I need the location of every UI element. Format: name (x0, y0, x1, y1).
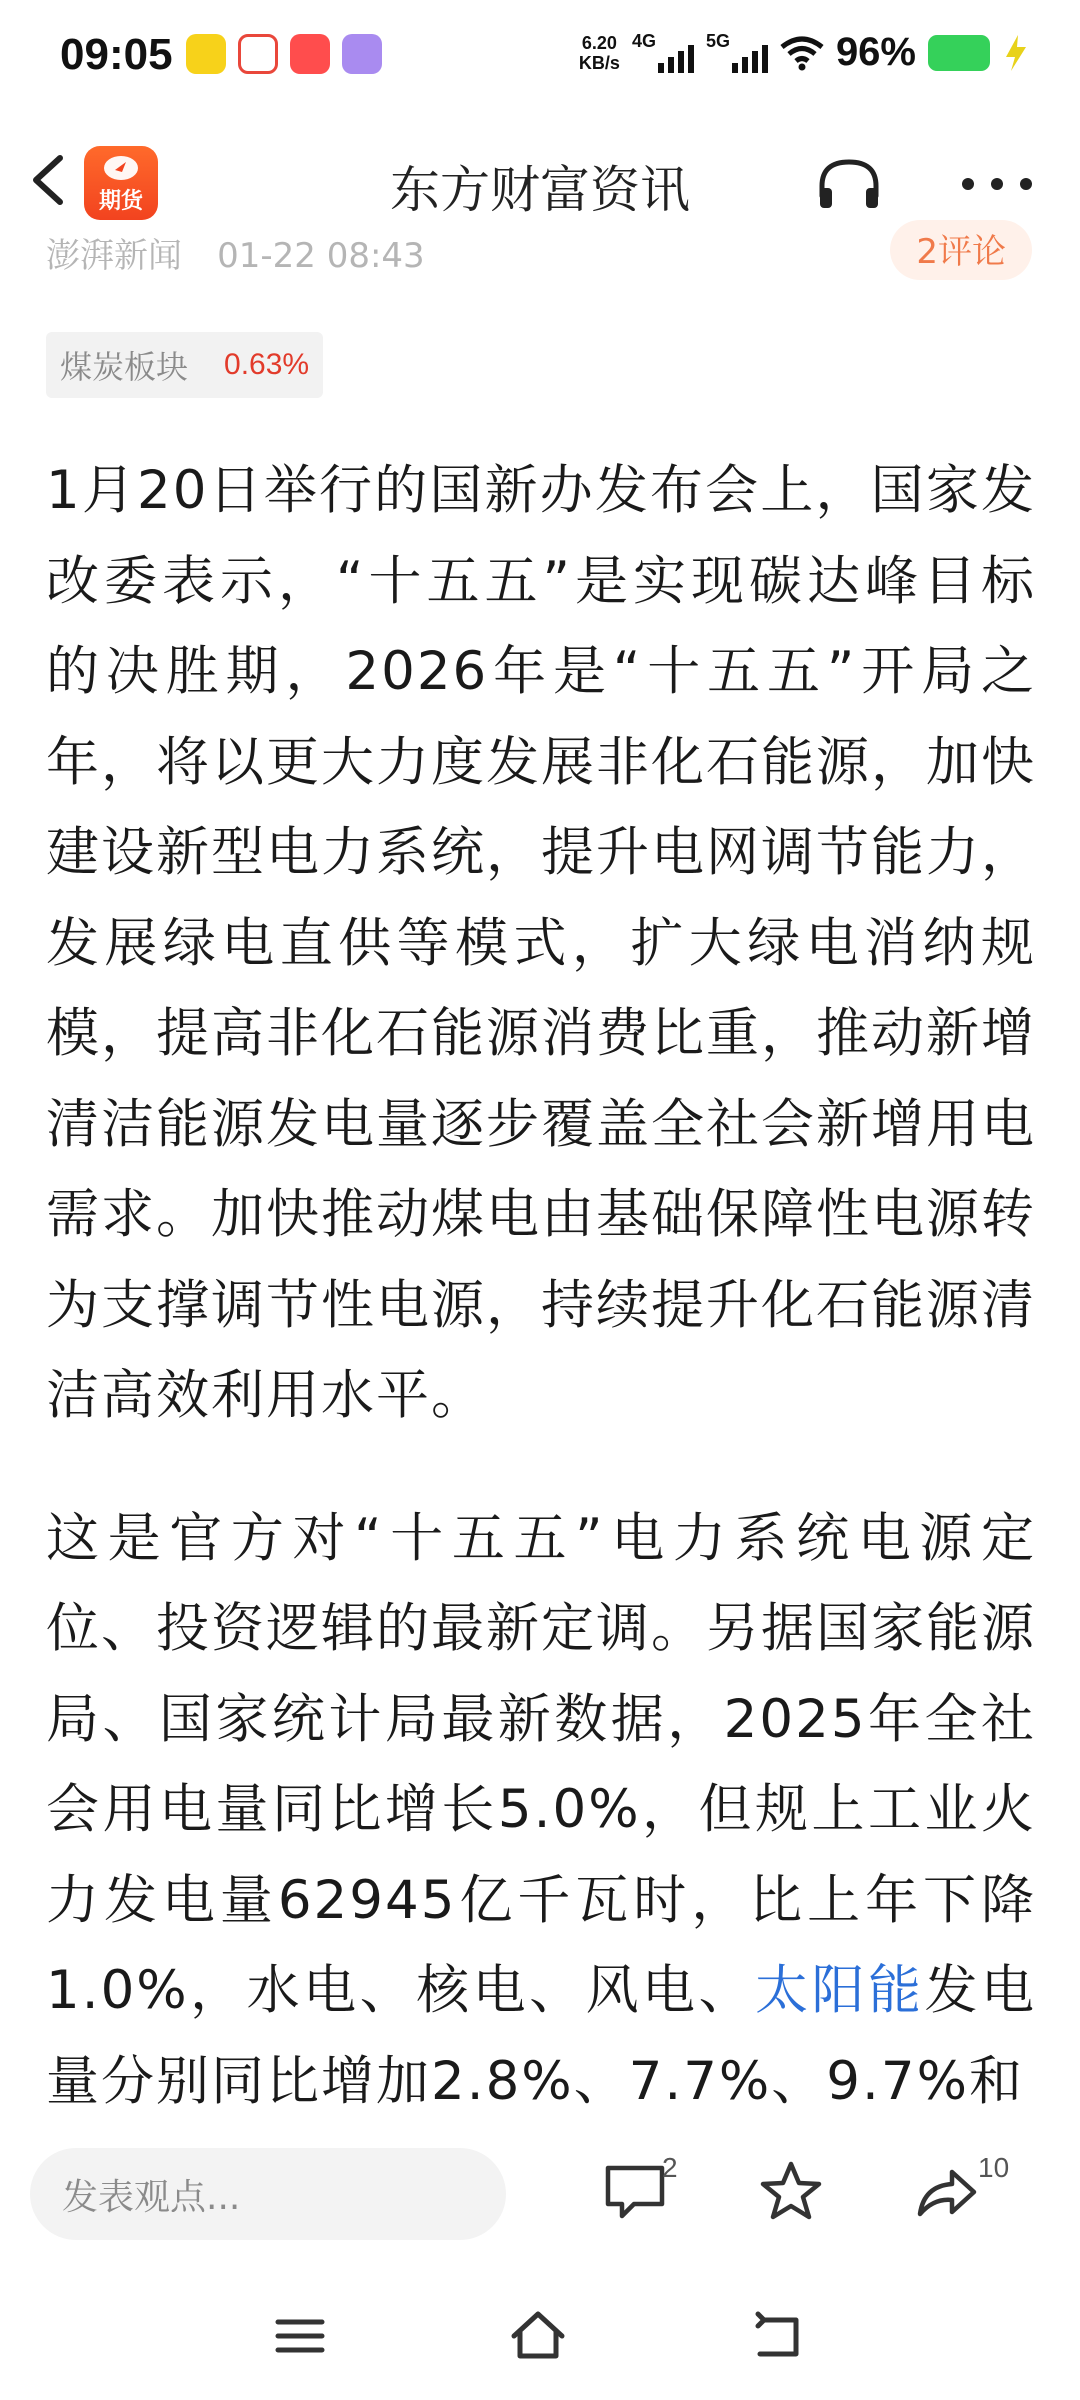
share-arrow-icon[interactable] (912, 2156, 982, 2226)
share-count: 10 (978, 2152, 1010, 2183)
status-time: 09:05 (60, 30, 173, 79)
return-icon[interactable] (750, 2306, 810, 2366)
wifi-icon (780, 35, 824, 71)
network-speed (579, 33, 620, 73)
article-paragraph: 1月20日举行的国新办发布会上，国家发改委表示，“十五五”是实现碳达峰目标的决胜期，2026年是“十五五”开局之年，将以更大力度发展非化石能源，加快建设新型电力系统，提升电网调节能力，发展绿电直供等模式，扩大绿电消纳规模，提高非化石能源消费比重，推动新增清洁能源发电量逐步覆盖全社会新增用电需求。加快推动煤电由基础保障性电源转为支撑调节性电源，持续提升化石能源清洁高效利用水平。 (46, 460, 1036, 1426)
network-type-label: 4G (631, 30, 656, 51)
paragraph-text: 这是官方对“十五五”电力系统电源定位、投资逻辑的最新定调。另据国家能源局、国家统计局最新数据，2025年全社会用电量同比增长5.0%，但规上工业火力发电量62945亿千瓦时，比上年下降1.0%，水电、核电、风电、 (46, 1507, 1036, 2021)
status-indicators (579, 30, 1030, 75)
signal-4g-icon (631, 30, 694, 73)
logo-text: 期货 (98, 189, 143, 214)
comment-count: 2 (662, 2152, 678, 2183)
keyword-link[interactable]: 太阳能 (755, 1960, 925, 2021)
notification-app-icon (342, 34, 382, 74)
battery-icon (928, 35, 990, 71)
comments-count-button[interactable]: 2评论 (890, 220, 1032, 280)
headphones-icon[interactable] (816, 154, 882, 214)
network-speed-unit: KB/s (578, 52, 620, 73)
signal-5g-icon (705, 30, 768, 73)
article-date: 01-22 08:43 (217, 236, 425, 276)
sector-tag[interactable] (46, 332, 323, 398)
article-source: 澎湃新闻 (46, 236, 182, 276)
bottom-action-bar (0, 2116, 1080, 2276)
article-paragraph (46, 1494, 1036, 2128)
network-speed-value: 6.20 (581, 32, 617, 53)
article-body (46, 446, 1036, 2127)
network-type-label: 5G (705, 30, 730, 51)
page-title: 东方财富资讯 (390, 161, 690, 219)
battery-percent: 96% (835, 30, 916, 74)
menu-lines-icon[interactable] (270, 2306, 330, 2366)
notification-app-icon (238, 34, 278, 74)
star-icon[interactable] (756, 2156, 826, 2226)
status-notification-icons (186, 34, 382, 74)
article-meta (46, 228, 1036, 288)
sector-tag-name: 煤炭板块 (60, 348, 189, 386)
comment-bubble-icon[interactable] (600, 2156, 670, 2226)
more-dots-icon[interactable] (962, 166, 1032, 202)
notification-app-icon (290, 34, 330, 74)
sector-tag-change: 0.63% (224, 348, 310, 381)
comment-input[interactable]: 发表观点... (30, 2148, 506, 2240)
charging-bolt-icon (1002, 33, 1030, 73)
home-icon[interactable] (508, 2306, 568, 2366)
notification-app-icon (186, 34, 226, 74)
status-bar (0, 0, 1080, 110)
paragraph-text: 发电量分别同比增加2.8%、7.7%、9.7%和 (46, 1960, 1037, 2112)
system-navigation-bar (0, 2276, 1080, 2400)
